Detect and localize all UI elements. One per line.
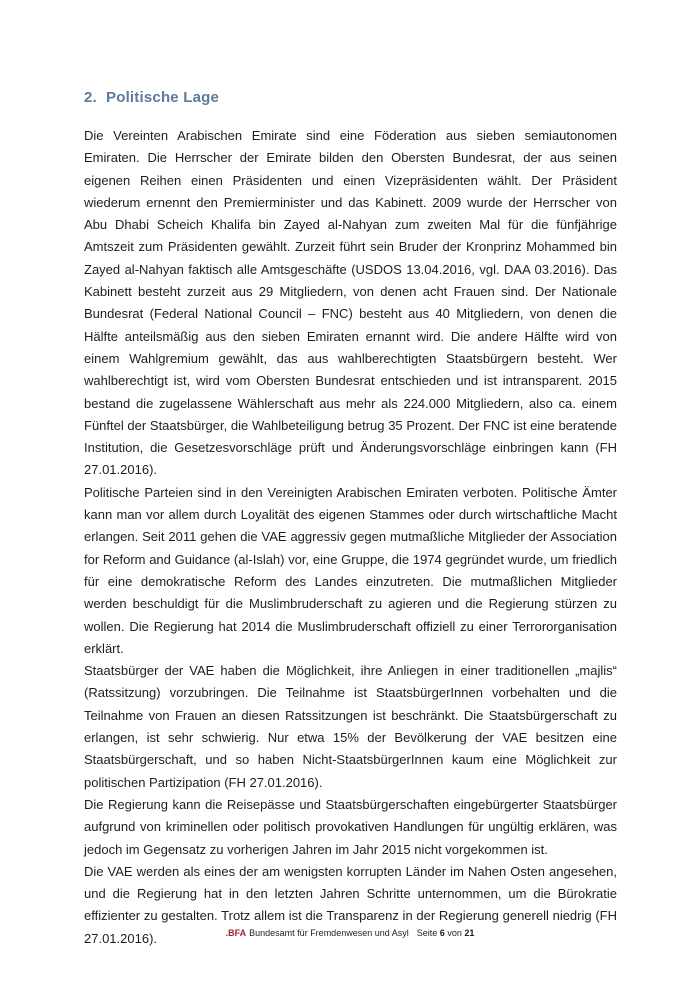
section-title: Politische Lage <box>106 89 220 106</box>
footer-total-pages: 21 <box>464 928 475 938</box>
section-heading <box>84 89 219 106</box>
footer-office-name: Bundesamt für Fremdenwesen und Asyl <box>249 928 409 938</box>
paragraph-corruption-transparency: Die VAE werden als eines der am wenigsten korrupten Länder im Nahen Osten angesehen, und die Regierung hat in den letzten Jahren Schritte unternommen, um die Bürokratie effizienter zu gestalten. Trotz allem ist die Transparenz in der Regierung generell niedrig (FH 27.01.2016). <box>84 863 617 946</box>
paragraph-political-structure: Die Vereinten Arabischen Emirate sind eine Föderation aus sieben semiautonomen Emiraten. Die Herrscher der Emirate bilden den Obersten Bundesrat, der aus seinen eigenen Reihen einen Präsidenten und einen Vizepräsidenten wählt. Der Präsident wiederum ernennt den Premierminister und das Kabinett. 2009 wurde der Herrscher von Abu Dhabi Scheich Khalifa bin Zayed al-Nahyan zum zweiten Mal für die fünfjährige Amtszeit zum Präsidenten gewählt. Zurzeit führt sein Bruder der Kronprinz Mohammed bin Zayed al-Nahyan faktisch alle Amtsgeschäfte (USDOS 13.04.2016, vgl. DAA 03.2016). Das Kabinett besteht zurzeit aus 29 Mitgliedern, von denen acht Frauen sind. Der Nationale Bundesrat (Federal National Council – FNC) besteht aus 40 Mitgliedern, von denen die Hälfte anteilsmäßig aus den sieben Emiraten ernannt wird. Die andere Hälfte wird von einem Wahlgremium gewählt, das aus wahlberechtigten Staatsbürgern besteht. Wer wahlberechtigt ist, wird vom Obersten Bundesrat entschieden und ist intransparent. 2015 bestand die zugelassene Wählerschaft aus mehr als 224.000 Mitgliedern, also ca. einem Fünftel der Staatsbürger, die Wahlbeteiligung betrug 35 Prozent. Der FNC ist eine beratende Institution, die Gesetzesvorschläge prüft und Änderungsvorschläge einbringen kann (FH 27.01.2016). <box>84 128 617 478</box>
page-footer <box>0 928 700 938</box>
footer-seite-label: Seite <box>416 928 438 938</box>
footer-page-number: 6 <box>439 928 445 938</box>
paragraph-passport-revocation: Die Regierung kann die Reisepässe und Staatsbürgerschaften eingebürgerter Staatsbürger aufgrund von kriminellen oder politisch provokativen Handlungen für ungültig erklären, was jedoch im Gegensatz zu vorherigen Jahren im Jahr 2015 nicht vorgekommen ist. <box>84 796 617 857</box>
paragraph-majlis-citizenship: Staatsbürger der VAE haben die Möglichkeit, ihre Anliegen in einer traditionellen „majlis“ (Ratssitzung) vorzubringen. Die Teilnahme ist StaatsbürgerInnen vorbehalten und die Teilnahme von Frauen an diesen Ratssitzungen ist beschränkt. Die Staatsbürgerschaft zu erlangen, ist sehr schwierig. Nur etwa 15% der Bevölkerung der VAE besitzen eine Staatsbürgerschaft, und so haben Nicht-StaatsbürgerInnen kaum eine Möglichkeit zur politischen Partizipation (FH 27.01.2016). <box>84 663 617 790</box>
body-text <box>84 125 617 950</box>
paragraph-parties-banned: Politische Parteien sind in den Vereinigten Arabischen Emiraten verboten. Politische Ämter kann man vor allem durch Loyalität des eigenen Stammes oder durch wirtschaftliche Macht erlangen. Seit 2011 gehen die VAE aggressiv gegen mutmaßliche Mitglieder der Association for Reform and Guidance (al-Islah) vor, eine Gruppe, die 1974 gegründet wurde, um friedlich für eine demokratische Reform des Landes einzutreten. Die mutmaßlichen Mitglieder werden beschuldigt für die Muslimbruderschaft zu agieren und die Regierung stürzen zu wollen. Die Regierung hat 2014 die Muslimbruderschaft offiziell zu einer Terrororganisation erklärt. <box>84 484 617 656</box>
footer-von-label: von <box>447 928 462 938</box>
section-number: 2. <box>84 89 97 106</box>
footer-page-info <box>417 928 475 938</box>
bfa-logo-text: .BFA <box>225 928 247 938</box>
